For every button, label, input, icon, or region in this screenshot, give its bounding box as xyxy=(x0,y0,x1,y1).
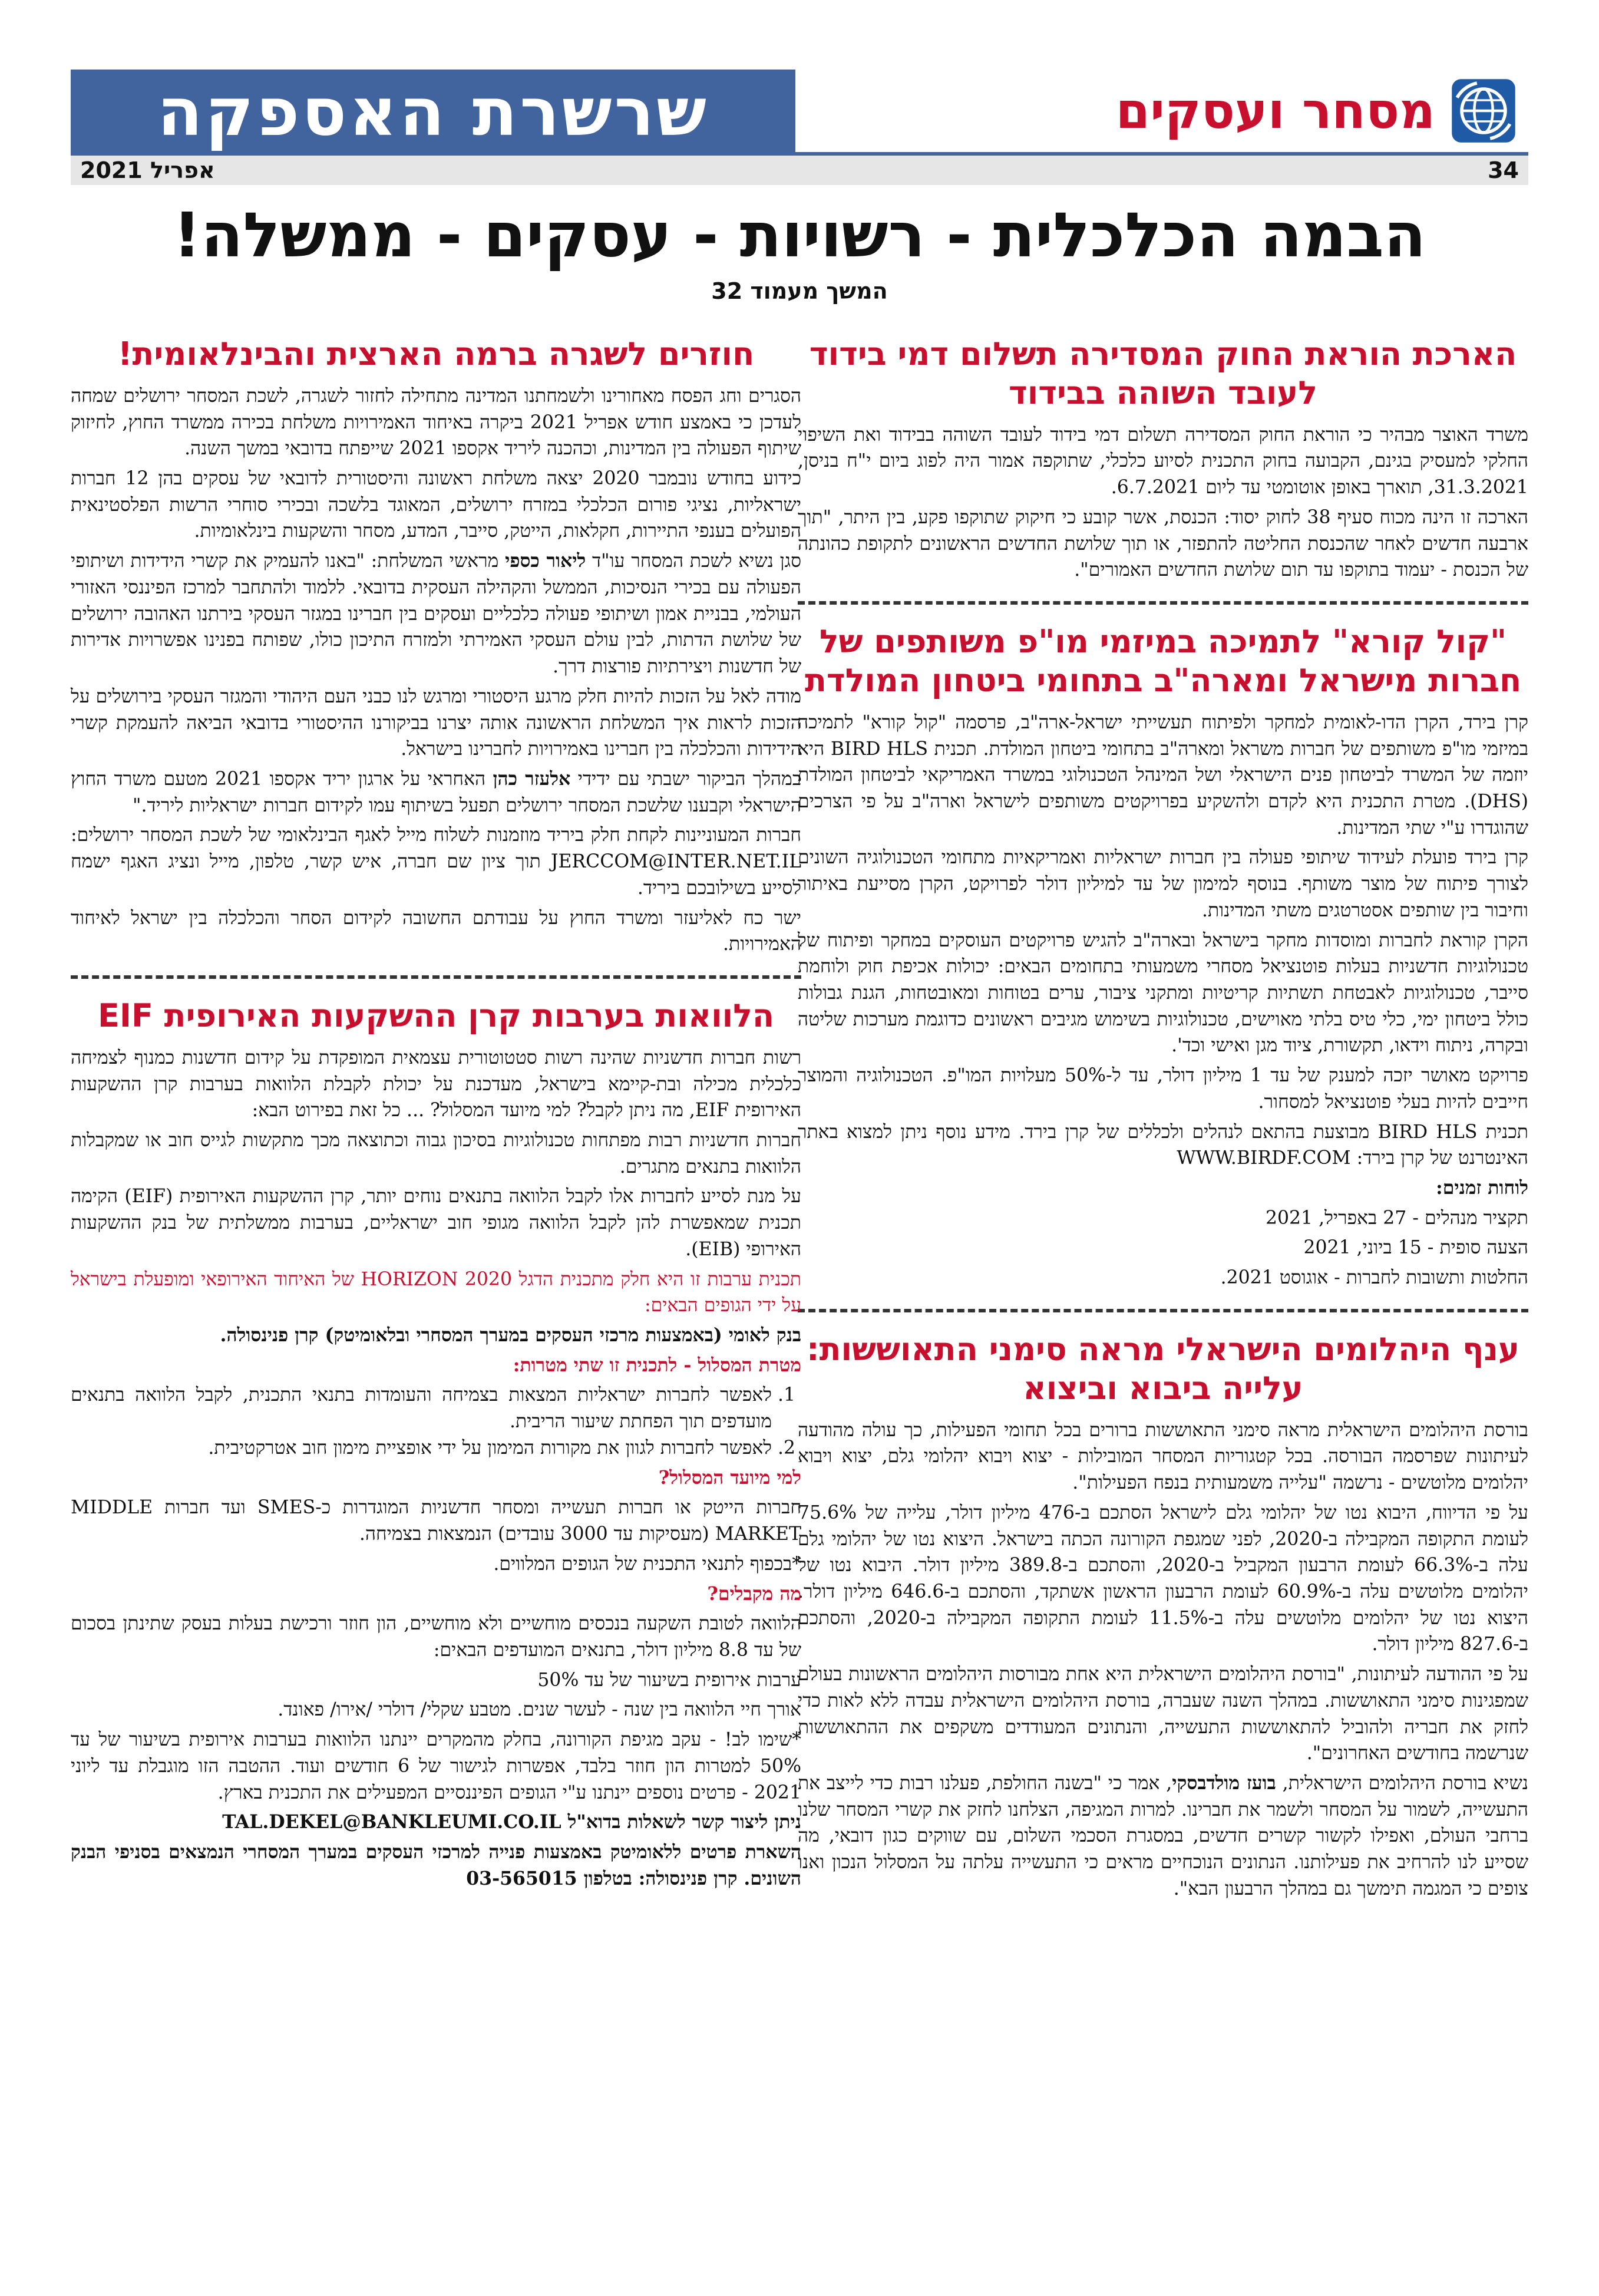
paragraph: אורך חיי הלוואה בין שנה - לעשר שנים. מטבע שקלי/ דולרי /אירו/ פאונד. xyxy=(277,1699,801,1721)
paragraph: הסגרים וחג הפסח מאחורינו ולשמחתנו המדינה מתחילה לחזור לשגרה, לשכת המסחר ירושלים שמחה לעדכן כי באמצע חודש אפריל 2021 ביקרה באיחוד האמירויות משלחת בכירה ממשרד החוץ, לחיזוק שיתוף הפעולה בין המדינות, וכהכנה ליריד אקספו 2021 שייפתח בדובאי במשך השנה. xyxy=(71,385,801,460)
issue-date: אפריל 2021 xyxy=(80,157,215,183)
contact-info: השארת פרטים ללאומיטק באמצעות פנייה למרכזי העסקים במערך המסחרי הנמצאים בסניפי הבנק השונים. קרן פנינסולה: בטלפון 03-565015 xyxy=(71,1840,801,1889)
paragraph-highlight: תכנית ערבות זו היא חלק מתכנית הדגל HORIZON 2020 של האיחוד האירופאי ומופעלת בישראל על ידי הגופים הבאים: xyxy=(71,1268,801,1317)
publication-title: שרשרת האספקה xyxy=(71,70,795,156)
schedule-title: לוחות זמנים: xyxy=(1436,1177,1528,1199)
text: במהלך הביקור ישבתי עם ידידי xyxy=(570,768,801,790)
article-divider xyxy=(798,601,1528,605)
paragraph: משרד האוצר מבהיר כי הוראת החוק המסדירה תשלום דמי בידוד לעובד השוהה בבידוד ואת השיפוי החלקי למעסיק בגינם, הקבועה בחוק התכנית לסיוע כלכלי, שתוקפה אמור היה לפוג ביום י"ח בניסן, 31.3.2021, תוארך באופן אוטומטי עד ליום 6.7.2021. xyxy=(798,424,1528,499)
paragraph: קרן בירד פועלת לעידוד שיתופי פעולה בין חברות ישראליות ואמריקאיות מתחומי הטכנולוגיה השונים לצורך פיתוח של מוצר משותף. בנוסף למימון של עד למיליון דולר לפרויקט, הקרן מסייעת באיתור וחיבור בין שותפים אסטרטגים משתי המדינות. xyxy=(798,847,1528,921)
person-name: אלעזר כהן xyxy=(493,767,571,790)
list-item: 2. לאפשר לחברות לגוון את מקורות המימון על ידי אופציית מימון חוב אטרקטיבית. xyxy=(71,1435,772,1462)
date-bar xyxy=(71,156,1528,185)
globe-icon xyxy=(1451,78,1517,144)
article-title-back-to-routine: חוזרים לשגרה ברמה הארצית והבינלאומית! xyxy=(117,335,755,372)
paragraph: *בכפוף לתנאי התכנית של הגופים המלווים. xyxy=(493,1553,801,1575)
goals-list xyxy=(71,1382,801,1461)
paragraph: בורסת היהלומים הישראלית מראה סימני התאוששות ברורים בכל תחומי הפעילות, כך עולה מהודעה לעיתונות שפרסמה הבורסה. בכל קטגוריות המסחר המובילות - יצוא ויבוא יהלומי גלם, יצוא ויבוא יהלומים מלוטשים - נרשמה "עלייה משמעותית בנפח הפעילות". xyxy=(798,1419,1528,1494)
schedule-item: החלטות ותשובות לחברות - אוגוסט 2021. xyxy=(1220,1267,1528,1289)
page-header xyxy=(71,70,1528,156)
text: מראשי המשלחת: "באנו להעמיק את קשרי הידידות ושיתופי הפעולה עם בכירי הנסיכות, הממשל והקהילה העסקית בדובאי. ללמוד ולהתחבר למרכז הפיננסי האזורי העולמי, בבניית אמון ושיתופי פעולה כלכליים ועסקים בין חברינו במגזר העסקי בירתנו האהובה ירושלים של שלושת הדתות, לבין עולם העסקי האמירתי ולמזרח התיכון כולו, שפותח בפנינו אפשרויות אדירות של חדשנות ויצירתיות פורצות דרך. xyxy=(71,550,801,678)
paragraph xyxy=(71,766,801,819)
paragraph: על פי ההודעה לעיתונות, "בורסת היהלומים הישראלית היא אחת מבורסות היהלומים הראשונות בעולם שמפגינות סימני התאוששות. במהלך השנה שעברה, בורסת היהלומים הישראלית עבדה ללא לאות כדי לחזק את חבריה ולהוביל להתאוששות התעשייה, והנתונים המעודדים משקפים את ההתאוששות שנרשמה בחודשים האחרונים". xyxy=(798,1664,1528,1764)
page-number: 34 xyxy=(1488,157,1519,183)
paragraph: הקרן קוראת לחברות ומוסדות מחקר בישראל ובארה"ב להגיש פרויקטים העוסקים במחקר ופיתוח של טכנולוגיות חדשניות בעלות פוטנציאל מסחרי משמעותי בתחומים הבאים: יכולות אכיפת חוק ולוחמת סייבר, טכנולוגיות לאבטחת תשתיות קריטיות ומתקני ציבור, ערים בטוחות ומאובטחות, הגנת גבולות כולל ביטחון ימי, כלי טיס בלתי מאוישים, טכנולוגיות בשימוש מגיבים ראשונים כדוגמת מערכות שליטה ובקרה, ניתוח וידאו, תקשורת, ציוד מגן ואישי וכד'. xyxy=(798,929,1528,1057)
paragraph: ערבות אירופית בשיעור של עד 50% xyxy=(537,1669,801,1691)
paragraph: חברות הייטק או חברות תעשייה ומסחר חדשניות המוגדרות כ-SMES ועד חברות MIDDLE MARKET (מעסיקות עד 3000 עובדים) הנמצאות בצמיחה. xyxy=(71,1497,801,1545)
schedule-item: הצעה סופית - 15 ביוני, 2021 xyxy=(1303,1237,1528,1259)
paragraph: על מנת לסייע לחברות אלו לקבל הלוואה בתנאים נוחים יותר, קרן ההשקעות האירופית (EIF) הקימה תכנית שמאפשרת להן לקבל הלוואה מגופי חוב ישראליים, בערבות ממשלתית של בנק ההשקעות האירופי (EIB). xyxy=(71,1186,801,1260)
contact-email-line: ניתן ליצור קשר לשאלות בדוא"ל TAL.DEKEL@BANKLEUMI.CO.IL xyxy=(222,1811,801,1833)
person-name: בועז מולדבסקי xyxy=(1172,1772,1276,1794)
paragraph: על פי הדיווח, היבוא נטו של יהלומי גלם לישראל הסתכם ב-476 מיליון דולר, עלייה של 75.6% לעומת התקופה המקבילה ב-2020, לפני שמגפת הקורונה הכתה בישראל. היצוא נטו של יהלומי גלם עלה ב-66.3% לעומת הרבעון המקביל ב-2020, והסתכם ב-389.8 מיליון דולר. היבוא נטו של יהלומים מלוטשים עלה ב-60.9% לעומת הרבעון הראשון אשתקד, והסתכם ב-646.6 מיליון דולר. היצוא נטו של יהלומים מלוטשים עלה ב-11.5% לעומת התקופה המקבילה ב-2020, והסתכם ב-827.6 מיליון דולר. xyxy=(798,1502,1529,1655)
paragraph: הלוואה לטובת השקעה בנכסים מוחשיים ולא מוחשיים, הון חוזר ורכישת בעלות בעסק שתינתן בסכום של עד 8.8 מיליון דולר, בתנאים המועדפים הבאים: xyxy=(71,1613,801,1661)
person-name: ליאור כספי xyxy=(505,550,586,572)
paragraph: *שימו לב! - עקב מגיפת הקורונה, בחלק מהמקרים יינתנו הלוואות בערבות אירופית בשיעור של עד 50% למטרות הון חוזר בלבד, אפשרות לגישור של 6 חודשים ועוד. ההטבה הזו מוגבלת עד ליוני 2021 - פרטים נוספים יינתנו ע"י הגופים הפיננסיים המפעילים את התכנית בארץ. xyxy=(71,1729,802,1803)
continued-note: המשך מעמוד 32 xyxy=(711,278,888,304)
paragraph: הארכה זו הינה מכוח סעיף 38 לחוק יסוד: הכנסת, אשר קובע כי חיקוק שתוקפו פקע, בין היתר, "תוך ארבעה חדשים לאחר שהכנסת החליטה להתפזר, או תוך שלושת החדשים הראשונים לתקופת כהונתה של הכנסת - יעמוד בתוקפו עד תום שלושת החדשים האמורים". xyxy=(798,506,1528,581)
article-divider xyxy=(71,975,801,979)
paragraph: מודה לאל על הזכות להיות חלק מרגע היסטורי ומרגש לנו כבני העם היהודי והמגזר העסקי בירושלים על הזכות לראות איך המשלחת הראשונה אותה יצרנו בביקורנו ההיסטורי בדובאי הביאה להעמקת קשרי הידידות והכלכלה בין חברינו באמירויות לחברינו בישראל. xyxy=(71,685,801,760)
subheading-goals: מטרת המסלול - לתכנית זו שתי מטרות: xyxy=(513,1354,801,1376)
subheading-what: מה מקבלים? xyxy=(707,1582,801,1605)
article-title-bird-call: "קול קורא" לתמיכה במיזמי מו"פ משותפים של חברות מישראל ומארה"ב בתחומי ביטחון המולדת xyxy=(804,623,1522,699)
right-column xyxy=(798,330,1528,1906)
article-title-eif-loans: הלוואות בערבות קרן ההשקעות האירופית EIF xyxy=(98,997,774,1034)
article-divider xyxy=(798,1309,1528,1312)
article-title-diamonds: ענף היהלומים הישראלי מראה סימני התאוששות: עלייה ביבוא וביצוא xyxy=(807,1330,1519,1407)
paragraph: רשות חברות חדשניות שהינה רשות סטטוטורית עצמאית המופקדת על קידום חדשנות כמנוף לצמיחה כלכלית מכילה ובת-קיימא בישראל, מעדכנת על יכולת לקבלת הלוואות בערבות קרן ההשקעות האירופית EIF, מה ניתן לקבל? למי מיועד המסלול? ... כל זאת בפירוט הבא: xyxy=(71,1047,801,1121)
paragraph: חברות המעוניינות לקחת חלק ביריד מוזמנות לשלוח מייל לאגף הבינלאומי של לשכת המסחר ירושלים: JERCCOM@INTER.NET.IL תוך ציון שם חברה, איש קשר, טלפון, מייל ונציג האגף ישמח לסייע בשילובכם ביריד. xyxy=(71,824,801,899)
paragraph: תכנית BIRD HLS מבוצעת בהתאם לנהלים ולכללים של קרן בירד. מידע נוסף ניתן למצוא באתר האינטרנט של קרן בירד: WWW.BIRDF.COM xyxy=(798,1121,1529,1169)
paragraph: קרן בירד, הקרן הדו-לאומית למחקר ולפיתוח תעשייתי ישראל-ארה"ב, פרסמה "קול קורא" לתמיכה במיזמי מו"פ משותפים של חברות משראל ומארה"ב בתחומי ביטחון המולדת. תכנית BIRD HLS היא יוזמה של המשרד לביטחון פנים הישראלי ושל המינהל הטכנולוגי במשרד האמריקאי לביטחון המולדת (DHS). מטרת התכנית היא לקדם ולהשקיע בפרויקטים משותפים לישראל וארה"ב על פי הצרכים שהוגדרו ע"י שתי המדינות. xyxy=(798,711,1528,839)
paragraph xyxy=(71,548,801,680)
list-item: 1. לאפשר לחברות ישראליות המצאות בצמיחה והעומדות בתנאי התכנית, לקבל הלוואה בתנאים מועדפים תוך הפחתת שיעור הריבית. xyxy=(71,1382,772,1434)
section-banner xyxy=(795,70,1528,156)
paragraph: ישר כח לאליעזר ומשרד החוץ על עבודתם החשובה לקידום הסחר והכלכלה בין ישראל לאיחוד האמירויות. xyxy=(71,907,801,955)
text: סגן נשיא לשכת המסחר עו"ד xyxy=(586,550,801,572)
text: האחראי על ארגון יריד אקספו 2021 מטעם משרד החוץ הישראלי וקבענו שלשכת המסחר ירושלים תפעל בשיתוף עמו לקידום חברות ישראליות ליריד." xyxy=(71,768,801,816)
schedule-item: תקציר מנהלים - 27 באפריל, 2021 xyxy=(1265,1207,1528,1229)
paragraph xyxy=(798,1770,1528,1902)
text: , אמר כי "בשנה החולפת, פעלנו רבות כדי לייצב את התעשייה, לשמור על המסחר ולשמר את חברינו. למרות המגיפה, הצלחנו לחזק את קשרי המסחר שלנו ברחבי העולם, ואפילו לקשור קשרים חדשים, במסגרת הסכמי השלום, עם שווקים כגון דובאי, מה שסייע לנו להרחיב את פעילותנו. הנתונים הנוכחיים מראים כי התעשייה עלתה על המסלול הנכון ואנו צופים כי המגמה תימשך גם במהלך הרבעון הבא". xyxy=(798,1773,1528,1899)
paragraph: חברות חדשניות רבות מפתחות טכנולוגיות בסיכון גבוה וכתוצאה מכך מתקשות לגייס חוב או שמקבלות הלוואות בתנאים מתגרים. xyxy=(71,1130,801,1177)
left-column xyxy=(71,330,801,1895)
section-title: מסחר ועסקים xyxy=(1115,82,1435,140)
paragraph: פרויקט מאושר יזכה למענק של עד 1 מיליון דולר, עד ל-50% מעלויות המו"פ. הטכנולוגיה והמוצר חייבים להיות בעלי פוטנציאל למסחור. xyxy=(798,1065,1528,1113)
paragraph: כידוע בחודש נובמבר 2020 יצאה משלחת ראשונה והיסטורית לדובאי של עסקים בהן 12 חברות ישראליות, נציגי פורום הכלכלי במזרח ירושלים, המאוגד בלשכה ובכירי סוחרי הרשות הפלסטינאית הפועלים בענפי התיירות, חקלאות, הייטק, סייבר, המדע, מסחר והשקעות בינלאומיות. xyxy=(71,468,801,542)
article-title-isolation-pay: הארכת הוראת החוק המסדירה תשלום דמי בידוד לעובד השוהה בבידוד xyxy=(809,335,1517,411)
subheading-who: למי מיועד המסלול? xyxy=(658,1466,801,1489)
text: נשיא בורסת היהלומים הישראלית, xyxy=(1276,1773,1528,1794)
page-title: הבמה הכלכלית - רשויות - עסקים - ממשלה! xyxy=(173,199,1426,271)
paragraph-operators: בנק לאומי (באמצעות מרכזי העסקים במערך המסחרי ובלאומיטק) קרן פנינסולה. xyxy=(220,1324,801,1347)
